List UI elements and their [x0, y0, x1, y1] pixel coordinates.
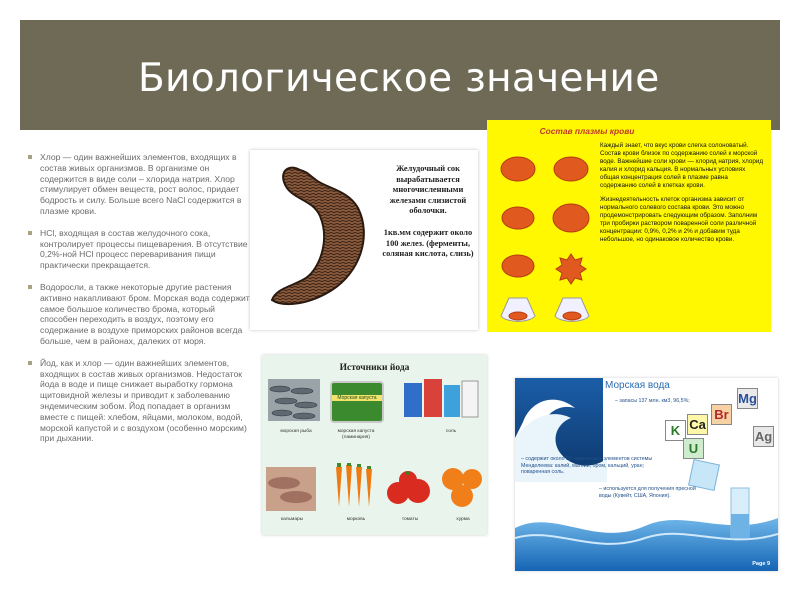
stomach-image-panel [250, 150, 478, 330]
stomach-illustration [250, 150, 380, 330]
bullet-icon [28, 285, 32, 289]
sea-reserves-text: – запасы 137 млн. км3, 96,5%; [615, 398, 690, 404]
element-ca-tile: Ca [687, 414, 708, 435]
paragraph-hcl [28, 228, 250, 271]
title-banner [20, 20, 780, 130]
paragraph-text: Хлор — один важнейших элементов, входящих в состав живых организмов. В организме он содержится в виде соли – хлорида натрия. Хлор стимулирует обмен веществ, рост волос, придает бодрость и силу. Больше всего NaCl содержится в плазме крови. [40, 152, 242, 216]
plasma-title: Состав плазмы крови [539, 126, 635, 136]
slide-title: Биологическое значение [138, 56, 660, 101]
plasma-paragraph-1: Каждый знает, что вкус крови слегка солоноватый. Состав крови близок по содержанию солей к морской воде. Важнейшие соли крови — хлорид натрия, хлорид калия и хлорид кальция. В нормальных условиях общая концентрация солей в плазме равна содержанию солей в клетках крови. [600, 142, 764, 189]
carrot-image [328, 463, 382, 511]
iodine-sources-panel [262, 355, 487, 535]
sea-elements-text: – содержит около 80 химических элементов системы Менделеева: калий, магний, бром, кальций, уран; поваренная соль. [521, 456, 653, 476]
blood-plasma-panel [487, 120, 771, 332]
element-br-tile: Br [711, 404, 732, 425]
label-salt: соль [445, 429, 457, 434]
label-squid: кальмары [280, 517, 304, 522]
left-text-column [28, 152, 250, 455]
paragraph-bromine [28, 282, 250, 347]
sea-title: Морская вода [605, 380, 670, 391]
paragraph-text: Водоросли, а также некоторые другие растения активно накапливают бром. Морская вода содержит самое большое количество брома, который способен переходить в воздух, поэтому его содержание в воздухе приморских районов всегда больше, чем в районах, далеких от моря. [40, 281, 250, 346]
label-tomatoes: томаты [401, 517, 419, 522]
iodine-title: Источники йода [339, 363, 410, 373]
sea-fish-image [268, 379, 320, 421]
element-k-tile: K [665, 420, 686, 441]
can-label: Морская капуста [332, 395, 382, 401]
persimmon-image [440, 465, 484, 509]
sea-freshwater-text: – используется для получения пресной воды (Кувейт, США, Япония). [599, 486, 696, 499]
label-carrot: морковь [346, 517, 366, 522]
element-ag-tile: Ag [753, 426, 774, 447]
bullet-icon [28, 231, 32, 235]
label-persimmon: хурма [456, 517, 470, 522]
stomach-caption-1: Желудочный сок вырабатывается многочисленными железами слизистой оболочки. [389, 164, 467, 215]
label-seaweed: морская капуста (ламинария) [337, 429, 375, 440]
iodized-salt-image [400, 377, 480, 423]
bullet-icon [28, 155, 32, 159]
blood-cells-illustration [491, 146, 601, 346]
paragraph-text: HCl, входящая в состав желудочного сока, контролирует процессы пищеварения. В отсутствие 0,2%-ной HCl процесс переваривания пищи практически прекращается. [40, 227, 248, 271]
label-sea-fish: морская рыба [280, 429, 312, 434]
element-u-tile: U [683, 438, 704, 459]
paragraph-text: Йод, как и хлор — один важнейших элементов, входящих в состав живых организмов. Недостаток йода в воде и пище снижает выработку гормона щитовидной железы и приводит к заболеванию эндемическим зобом. Йод попадает в организм вместе с пищей: хлебом, яйцами, молоком, водой, морской капустой и с воздухом (особенно морским) при дыхании. [40, 357, 247, 444]
page-number: Page 9 [752, 561, 770, 567]
stomach-caption-2: 1кв.мм содержит около 100 желез. (ферменты, соляная кислота, слизь) [382, 228, 474, 258]
paragraph-chlorine [28, 152, 250, 217]
plasma-paragraph-2: Жизнедеятельность клеток организма зависит от нормального солевого состава крови. Это можно продемонстрировать следующим образом. Заполним три пробирки раствором поваренной соли различной концентрации: 0,9%, 0,2% и 2% и добавим туда небольшое, но одинаковое количество крови. [600, 196, 758, 243]
bullet-icon [28, 361, 32, 365]
tomatoes-image [386, 469, 434, 507]
paragraph-iodine [28, 358, 250, 444]
seaweed-can-image [330, 381, 384, 423]
plasma-text [600, 142, 765, 250]
sea-water-panel [515, 378, 778, 571]
squid-image [266, 467, 316, 511]
element-mg-tile: Mg [737, 388, 758, 409]
